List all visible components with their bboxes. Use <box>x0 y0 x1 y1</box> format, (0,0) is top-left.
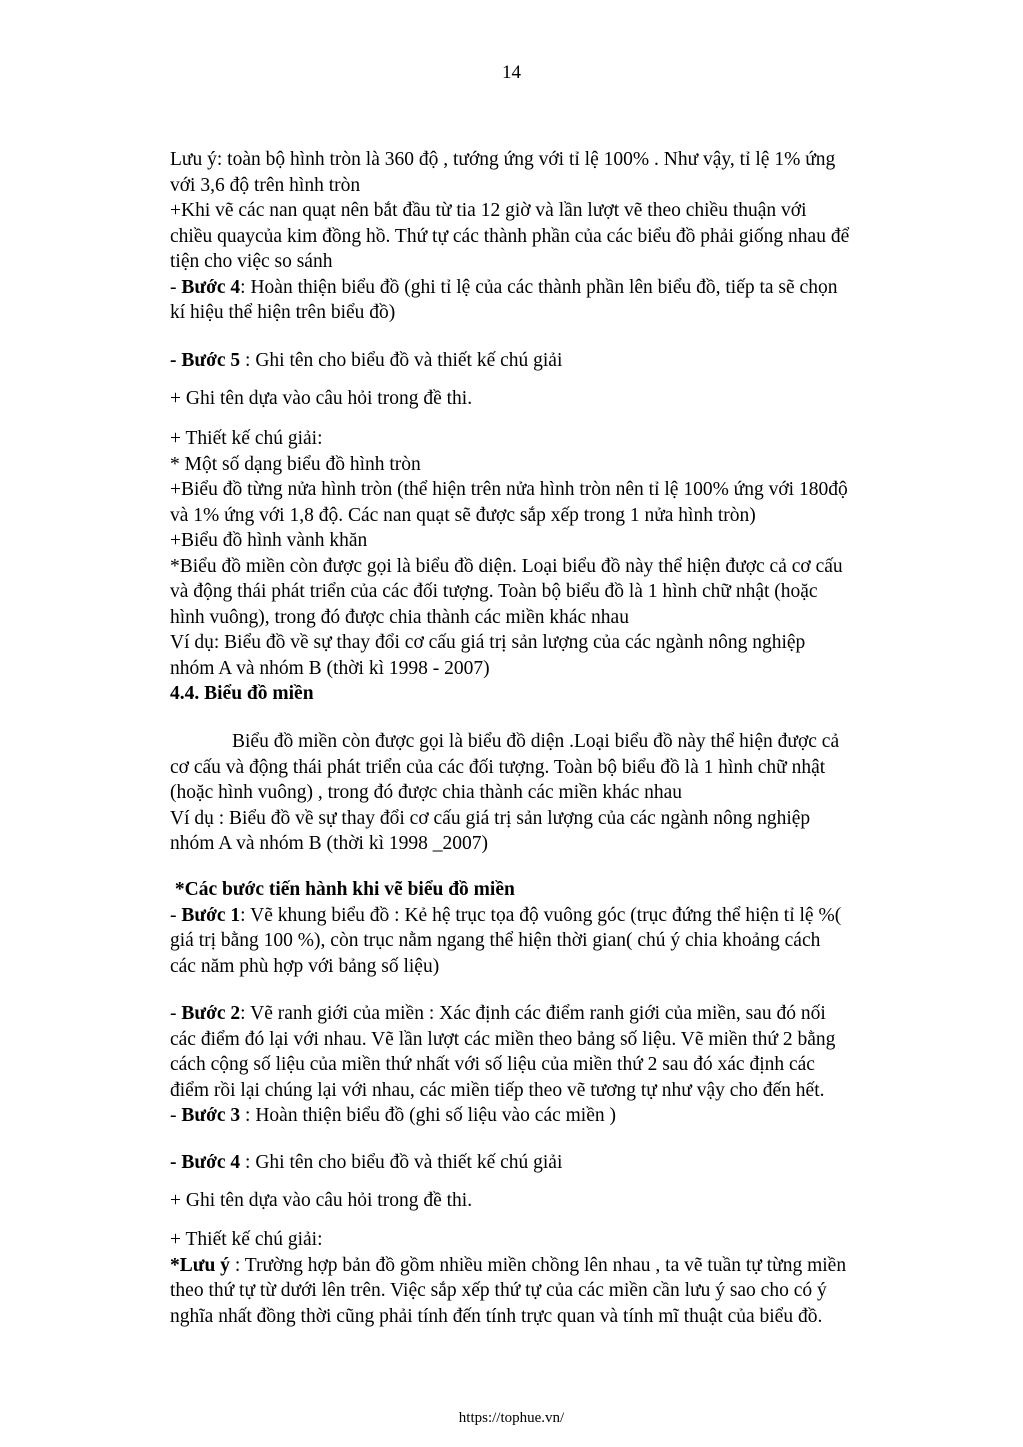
text-line: theo thứ tự từ dưới lên trên. Việc sắp xếp thứ tự của các miền cần lưu ý sao cho có ý <box>170 1280 827 1301</box>
step-1-line <box>170 903 960 929</box>
text-line: các năm phù hợp với bảng số liệu) <box>170 955 440 977</box>
area-chart-steps-paragraph <box>170 877 960 979</box>
text-line: Biểu đồ miền còn được gọi là biểu đồ diện .Loại biểu đồ này thể hiện được cả <box>232 731 840 752</box>
step-4-text: : Ghi tên cho biểu đồ và thiết kế chú giải <box>240 1152 563 1173</box>
text-line: cơ cấu và động thái phát triển của các đối tượng. Toàn bộ biểu đồ là 1 hình chữ nhật <box>170 756 826 778</box>
step-prefix: - <box>170 276 182 298</box>
text-line: và động thái phát triển của các đối tượng. Toàn bộ biểu đồ là 1 hình chữ nhật (hoặc <box>170 581 818 602</box>
step-4-area-line <box>170 1150 960 1176</box>
text-line: chiều quaycủa kim đồng hồ. Thứ tự các thành phần của các biểu đồ phải giống nhau để <box>170 225 850 247</box>
step-3-text: : Hoàn thiện biểu đồ (ghi số liệu vào các miền ) <box>240 1105 616 1126</box>
note-label: *Lưu ý <box>170 1254 230 1276</box>
step-3-label: Bước 3 <box>181 1105 241 1126</box>
step-2-line <box>170 1001 960 1027</box>
text-line: +Khi vẽ các nan quạt nên bắt đầu từ tia 12 giờ và lần lượt vẽ theo chiều thuận với <box>170 200 807 221</box>
text-line: nghĩa nhất đồng thời cũng phải tính đến tính trực quan và tính mĩ thuật của biểu đồ. <box>170 1305 823 1327</box>
step-4-area-paragraph <box>170 1150 960 1176</box>
step-1-label: Bước 1 <box>181 904 241 926</box>
step-prefix: - <box>170 904 182 926</box>
text-line: + Ghi tên dựa vào câu hỏi trong đề thi. <box>170 388 473 409</box>
step-1-text: : Vẽ khung biểu đồ : Kẻ hệ trục tọa độ vuông góc (trục đứng thể hiện tỉ lệ %( <box>240 904 842 926</box>
step-2-label: Bước 2 <box>181 1003 241 1024</box>
area-chart-intro-paragraph <box>170 729 960 857</box>
step-prefix: - <box>170 1003 182 1024</box>
text-line: tiện cho việc so sánh <box>170 251 333 272</box>
step-prefix: - <box>170 1152 182 1173</box>
text-line: Lưu ý: toàn bộ hình tròn là 360 độ , tướng ứng với tỉ lệ 100% . Như vậy, tỉ lệ 1% ứng <box>170 149 836 170</box>
steps-heading <box>170 877 960 903</box>
text-line: + Ghi tên dựa vào câu hỏi trong đề thi. <box>170 1190 473 1211</box>
step-2-text: : Vẽ ranh giới của miền : Xác định các điểm ranh giới của miền, sau đó nối <box>240 1003 826 1024</box>
note-line <box>170 1253 960 1279</box>
text-line: giá trị bằng 100 %), còn trục nằm ngang thể hiện thời gian( chú ý chia khoảng cách <box>170 930 821 951</box>
text-line: Ví dụ: Biểu đồ về sự thay đổi cơ cấu giá trị sản lượng của các ngành nông nghiệp <box>170 632 806 653</box>
pie-types-paragraph <box>170 426 960 707</box>
text-line: * Một số dạng biểu đồ hình tròn <box>170 453 421 475</box>
text-line: nhóm A và nhóm B (thời kì 1998 - 2007) <box>170 657 490 679</box>
step-5-line <box>170 348 960 374</box>
text-line: + Thiết kế chú giải: <box>170 428 323 449</box>
text-line: và 1% ứng với 1,8 độ. Các nan quạt sẽ được sắp xếp trong 1 nửa hình tròn) <box>170 504 756 526</box>
note-text: : Trường hợp bản đồ gồm nhiều miền chồng lên nhau , ta vẽ tuần tự từng miền <box>229 1254 847 1276</box>
footer-url[interactable]: https://tophue.vn/ <box>458 1410 565 1426</box>
step-5-text: : Ghi tên cho biểu đồ và thiết kế chú giải <box>240 350 563 371</box>
step-3-line <box>170 1103 960 1129</box>
naming-note-paragraph <box>170 386 960 412</box>
heading-text: 4.4. Biểu đồ miền <box>170 683 314 704</box>
text-line: *Biểu đồ miền còn được gọi là biểu đồ diện. Loại biểu đồ này thể hiện được cả cơ cấu <box>170 555 843 577</box>
step-2-3-paragraph <box>170 1001 960 1129</box>
step-5-paragraph <box>170 348 960 374</box>
text-line: cách cộng số liệu của miền thứ nhất với số liệu của miền thứ 2 sau đó xác định các <box>170 1054 815 1075</box>
text-line: + Thiết kế chú giải: <box>170 1229 323 1250</box>
text-line: +Biểu đồ hình vành khăn <box>170 530 368 551</box>
text-line: hình vuông), trong đó được chia thành các miền khác nhau <box>170 606 629 628</box>
text-line: kí hiệu thể hiện trên biểu đồ) <box>170 302 396 323</box>
note-paragraph-pie <box>170 147 960 326</box>
heading-text: *Các bước tiến hành khi vẽ biểu đồ miền <box>170 879 515 900</box>
text-line: điểm rồi lại chúng lại với nhau, các miền tiếp theo vẽ tương tự như vậy cho đến hết. <box>170 1079 825 1101</box>
page-number: 14 <box>502 62 521 83</box>
step-4-line <box>170 275 960 301</box>
text-line: nhóm A và nhóm B (thời kì 1998 _2007) <box>170 833 488 854</box>
text-line: với 3,6 độ trên hình tròn <box>170 174 361 196</box>
text-line: các điểm đó lại với nhau. Vẽ lần lượt các miền theo bảng số liệu. Vẽ miền thứ 2 bằng <box>170 1028 836 1050</box>
text-line: (hoặc hình vuông) , trong đó được chia thành các miền khác nhau <box>170 782 683 803</box>
text-line: +Biểu đồ từng nửa hình tròn (thể hiện trên nửa hình tròn nên tỉ lệ 100% ứng với 180độ <box>170 479 848 500</box>
step-prefix: - <box>170 1105 182 1126</box>
step-4-label: Bước 4 <box>181 276 241 298</box>
step-5-label: - Bước 5 <box>170 350 241 371</box>
step-4-text: : Hoàn thiện biểu đồ (ghi tỉ lệ của các thành phần lên biểu đồ, tiếp ta sẽ chọn <box>240 276 838 298</box>
naming-note-paragraph <box>170 1188 960 1214</box>
section-heading <box>170 681 960 707</box>
step-4-label: Bước 4 <box>181 1152 241 1173</box>
legend-note-paragraph <box>170 1227 960 1329</box>
text-line: Ví dụ : Biểu đồ về sự thay đổi cơ cấu giá trị sản lượng của các ngành nông nghiệp <box>170 807 811 829</box>
